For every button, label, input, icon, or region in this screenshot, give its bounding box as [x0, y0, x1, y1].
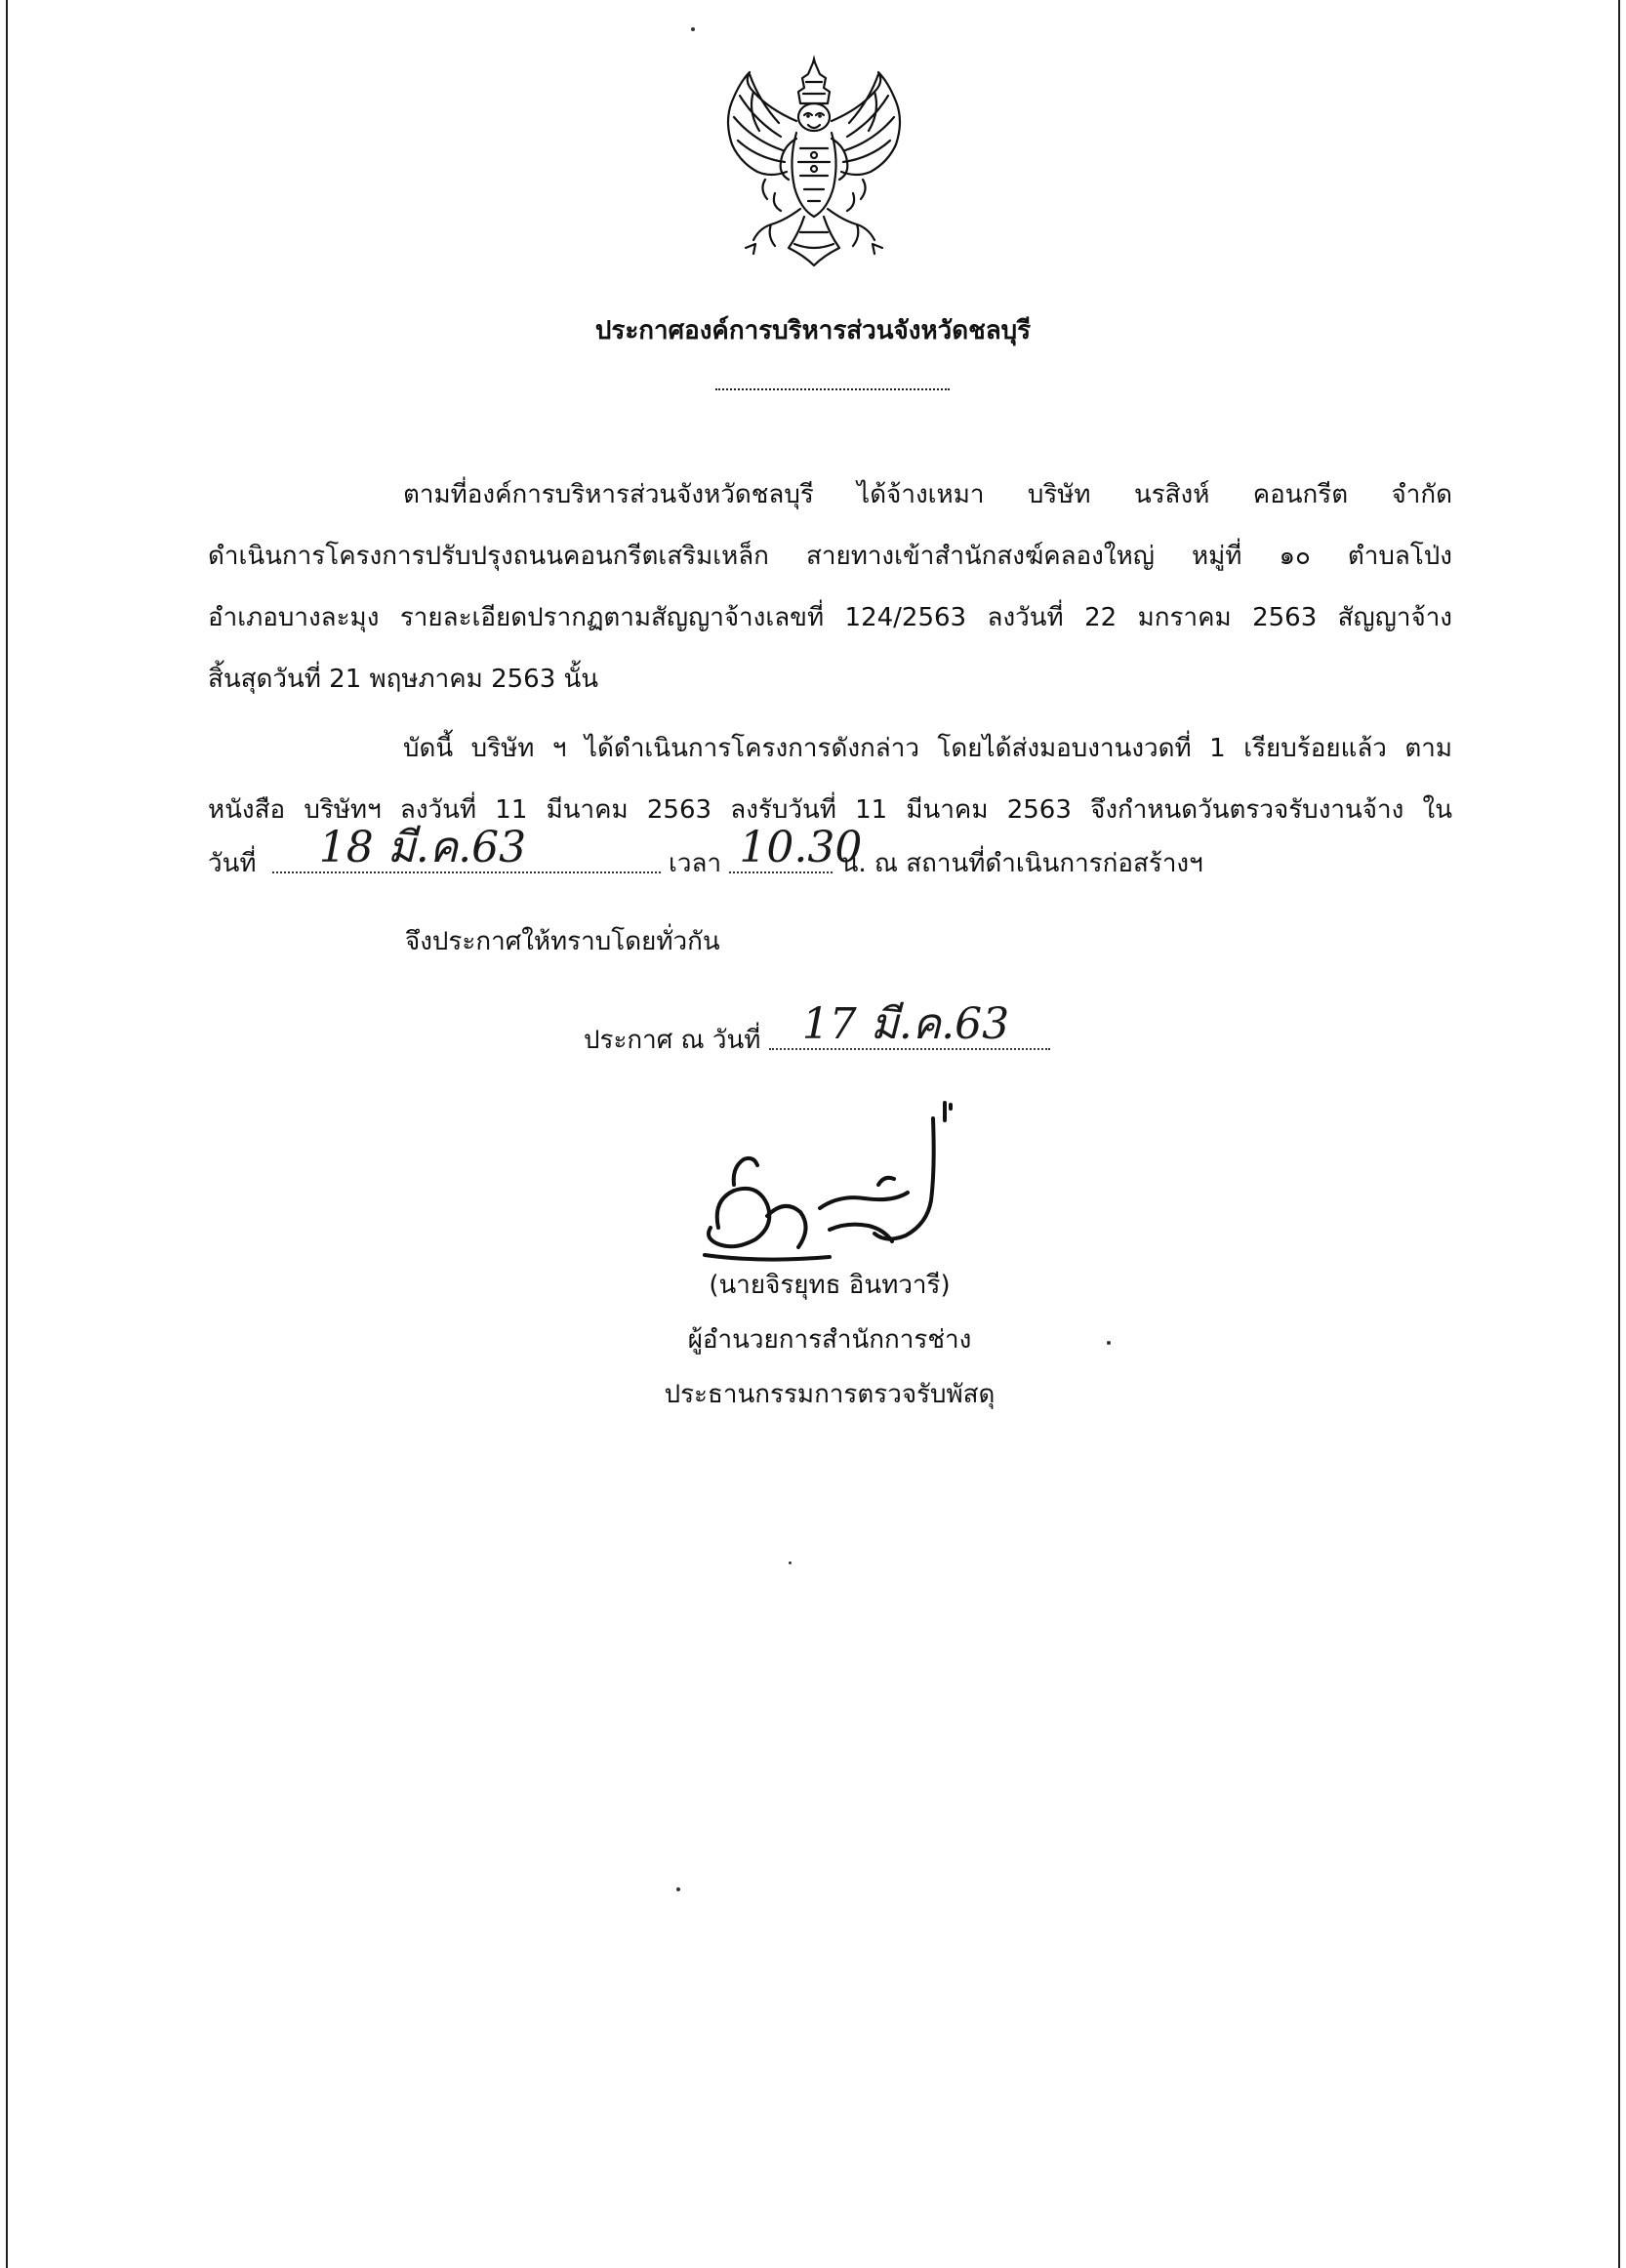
paragraph-1	[208, 465, 1452, 710]
announcement-date-handwritten: 17 มี.ค.63	[801, 999, 1010, 1049]
paragraph-1-line-4: สิ้นสุดวันที่ 21 พฤษภาคม 2563 นั้น	[208, 665, 599, 694]
inspection-date-row	[208, 823, 1203, 893]
announcement-date-label: ประกาศ ณ วันที่	[584, 1026, 761, 1055]
document-title: ประกาศองค์การบริหารส่วนจังหวัดชลบุรี	[594, 316, 1032, 345]
inspection-date-blank	[272, 823, 661, 873]
scan-speck	[789, 1561, 792, 1564]
closing-statement: จึงประกาศให้ทราบโดยทั่วกัน	[405, 927, 720, 956]
announcement-date-blank	[769, 999, 1050, 1050]
paragraph-2-line-1: บัดนี้ บริษัท ฯ ได้ดำเนินการโครงการดังกล่าว โดยได้ส่งมอบงานงวดที่ 1 เรียบร้อยแล้ว ตาม	[403, 734, 1452, 763]
signature-mark	[683, 1091, 996, 1276]
garuda-emblem-icon	[711, 53, 917, 273]
title-dotted-rule	[715, 388, 950, 390]
scan-speck	[1107, 1341, 1111, 1345]
signatory-position-1: ผู้อำนวยการสำนักการช่าง	[687, 1325, 972, 1355]
signatory-name: (นายจิรยุทธ อินทวารี)	[709, 1271, 951, 1300]
signatory-position-2: ประธานกรรมการตรวจรับพัสดุ	[664, 1380, 996, 1409]
scan-speck	[676, 1887, 680, 1891]
inspection-time-label: เวลา	[669, 849, 722, 878]
paragraph-1-line-3: อำเภอบางละมุง รายละเอียดปรากฏตามสัญญาจ้างเลขที่ 124/2563 ลงวันที่ 22 มกราคม 2563 สัญญาจ้าง	[208, 603, 1452, 632]
inspection-date-handwritten: 18 มี.ค.63	[318, 823, 527, 872]
inspection-time-blank	[729, 823, 863, 873]
paragraph-1-line-2: ดำเนินการโครงการปรับปรุงถนนคอนกรีตเสริมเหล็ก สายทางเข้าสำนักสงฆ์คลองใหญ่ หมู่ที่ ๑๐ ตำบลโป่ง	[208, 542, 1452, 571]
scan-speck	[691, 27, 695, 31]
inspection-place-text: น. ณ สถานที่ดำเนินการก่อสร้างฯ	[840, 849, 1203, 878]
announcement-date-row	[584, 999, 1050, 1070]
inspection-date-label: วันที่	[208, 849, 257, 878]
paragraph-2-line-2: หนังสือ บริษัทฯ ลงวันที่ 11 มีนาคม 2563 ลงรับวันที่ 11 มีนาคม 2563 จึงกำหนดวันตรวจรับงานจ้าง ใน	[208, 795, 1452, 825]
paragraph-1-line-1: ตามที่องค์การบริหารส่วนจังหวัดชลบุรี ได้จ้างเหมา บริษัท นรสิงห์ คอนกรีต จำกัด	[403, 480, 1452, 509]
inspection-time-handwritten: 10.30	[739, 823, 863, 872]
